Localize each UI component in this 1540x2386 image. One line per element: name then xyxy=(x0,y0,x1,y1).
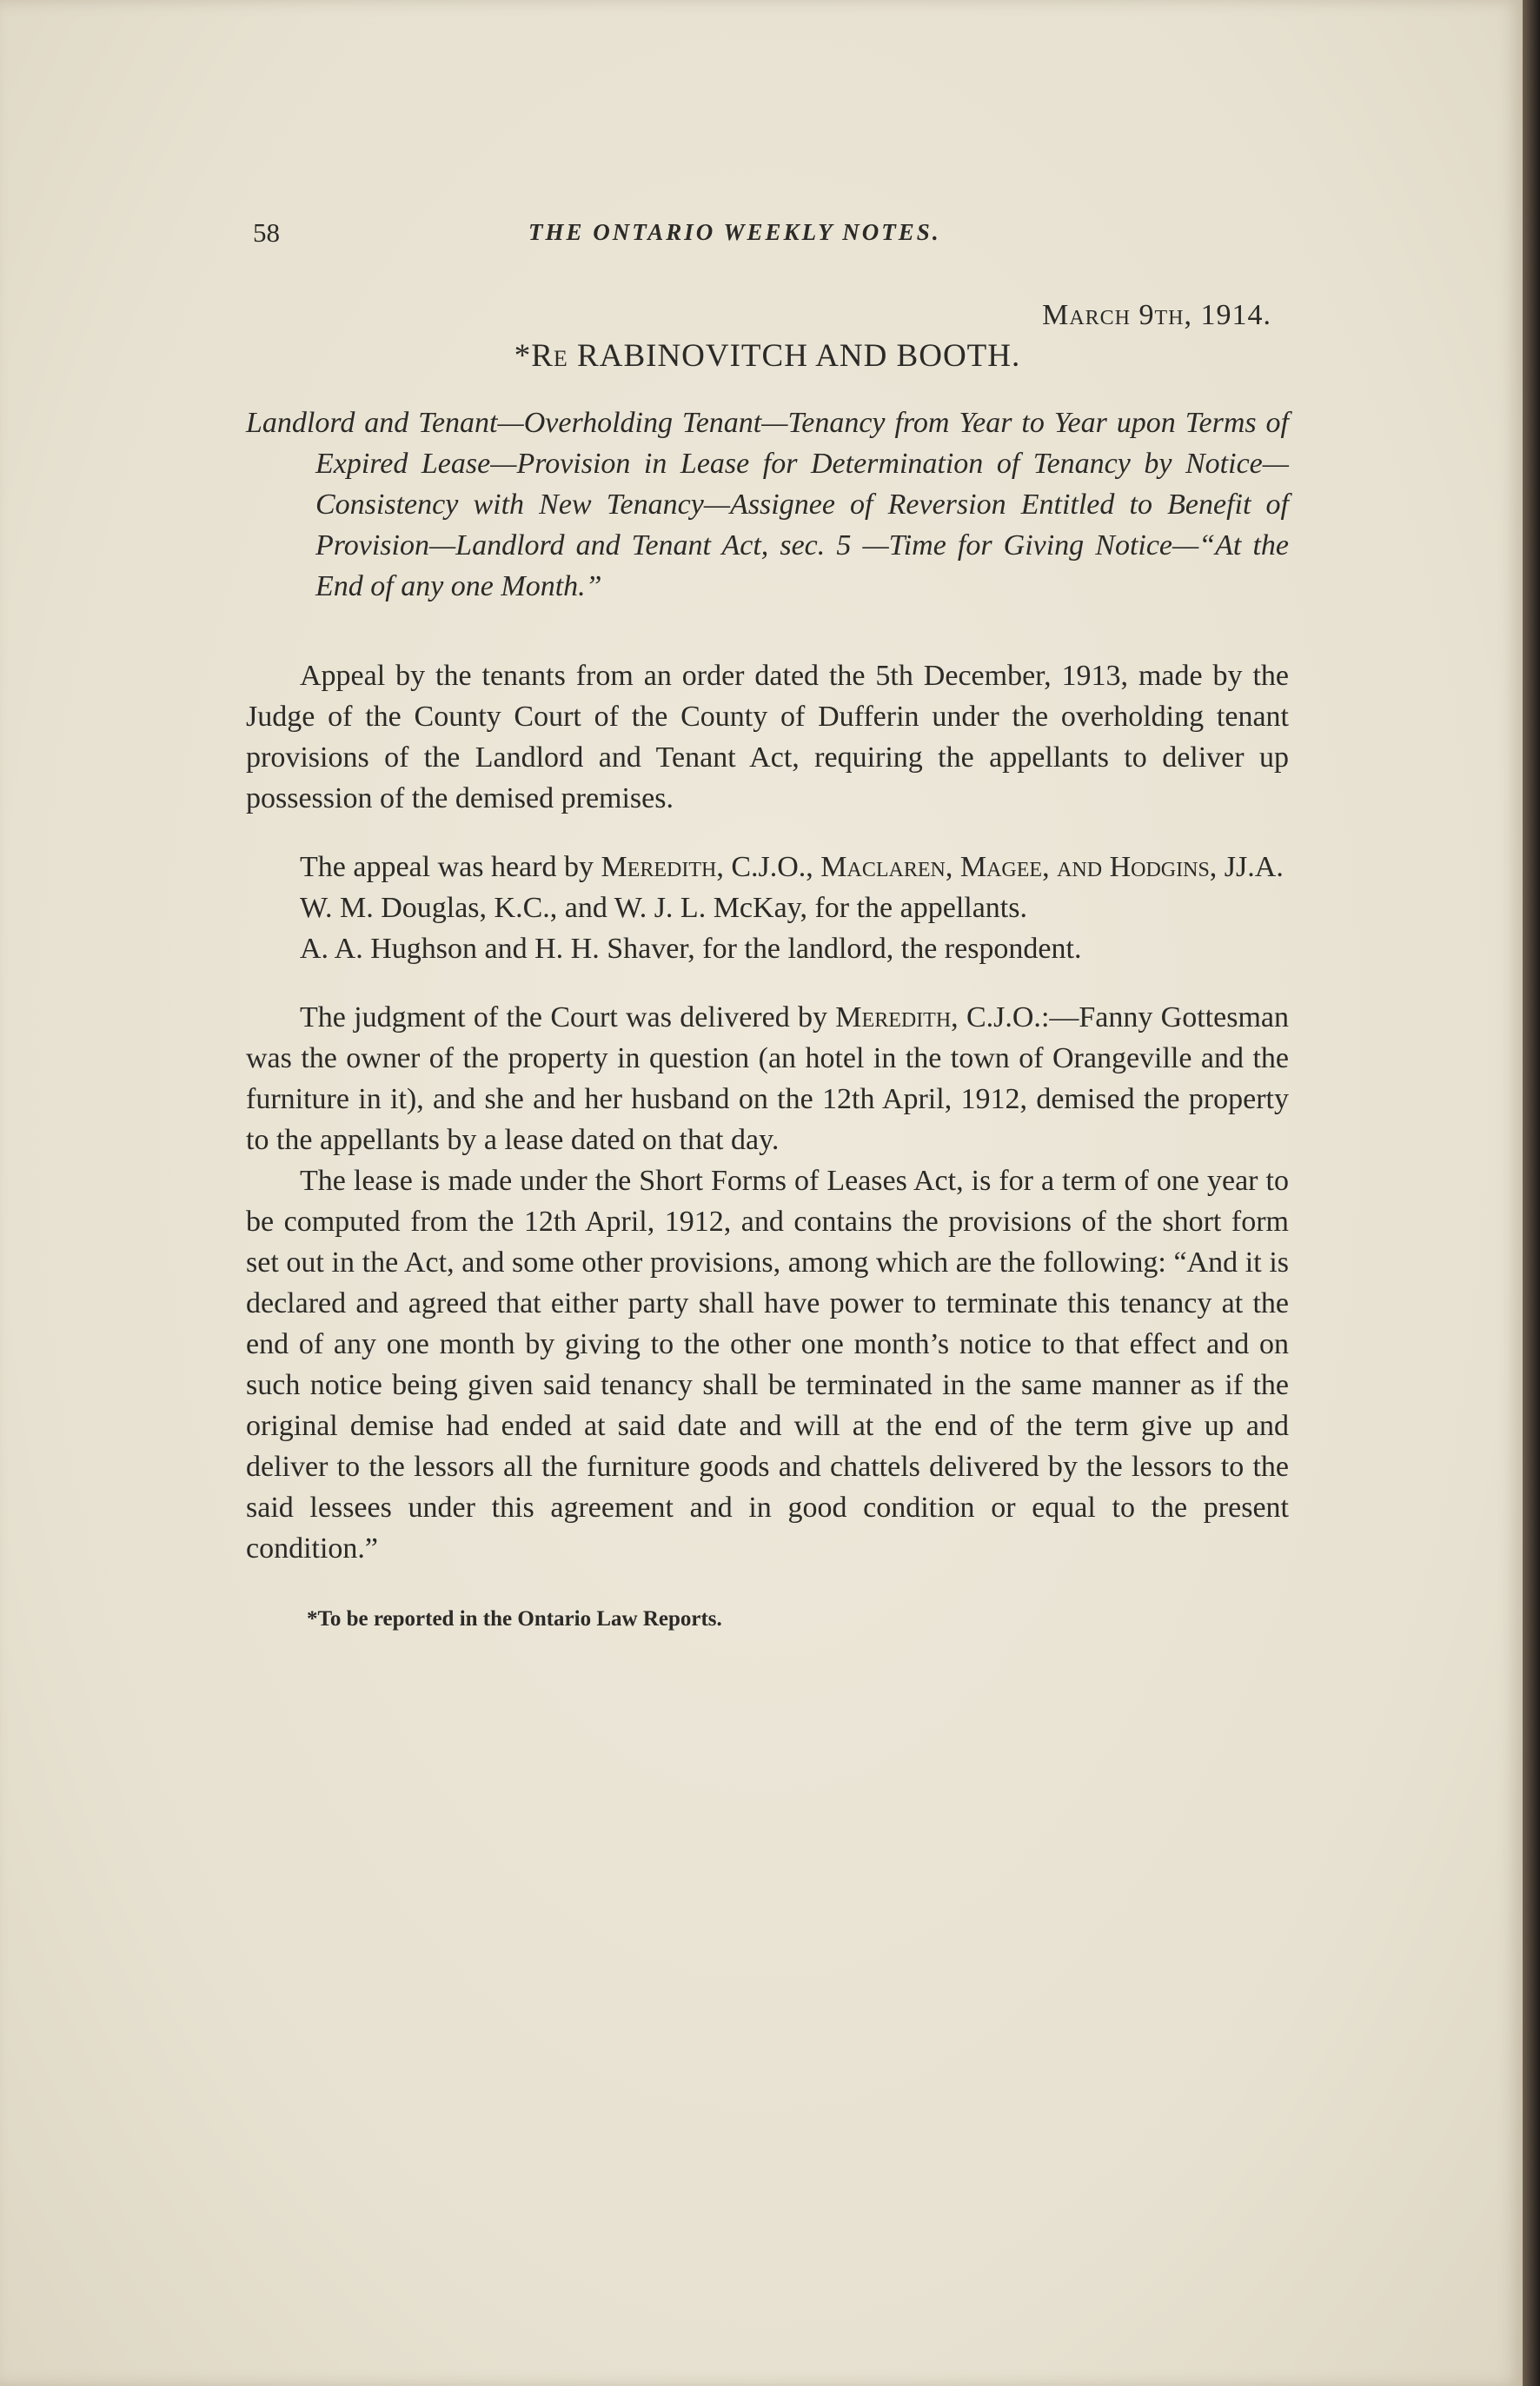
lease-paragraph: The lease is made under the Short Forms of Leases Act, is for a term of one year to be computed from the 12th April, 1912, and contains the provisions of the short form set out in the Act, and some other provisions, among which are the following: “And it is declared and agreed that either party shall have power to terminate this tenancy at the end of any one month by giving to the other one month’s notice to that effect and on such notice being given said tenancy shall be terminated in the same manner as if the original demise had ended at said date and will at the end of the term give up and deliver to the lessors all the furniture goods and chattels delivered by the lessors to the said lessees under this agreement and in good condition or equal to the present condition.” xyxy=(246,1165,1289,1565)
case-title-name: RABINOVITCH AND BOOTH. xyxy=(568,338,1021,374)
decision-date: March 9th, 1914. xyxy=(1042,299,1271,331)
page-header xyxy=(246,217,1289,256)
case-title-prefix: *Re xyxy=(514,338,568,374)
heard-paragraph xyxy=(246,847,1289,887)
judgment-text: :—Fanny Gottesman was the owner of the property in question (an hotel in the town of Orangeville and the furniture in it), and she and her husband on the 12th April, 1912, demised the property to the appellants by a lease dated on that day. xyxy=(246,1001,1289,1156)
counsel-appellants: W. M. Douglas, K.C., and W. J. L. McKay, for the appellants. xyxy=(300,892,1027,924)
page-edge-shadow xyxy=(1523,0,1540,2386)
judgment-judge: Meredith, C.J.O. xyxy=(835,1001,1041,1033)
page-number: 58 xyxy=(253,217,280,248)
heard-judges: Meredith, C.J.O., Maclaren, Magee, and Hodgins, JJ.A. xyxy=(601,851,1284,883)
running-head: THE ONTARIO WEEKLY NOTES. xyxy=(528,219,941,245)
judgment-prefix: The judgment of the Court was delivered by xyxy=(300,1001,836,1033)
appeal-paragraph: Appeal by the tenants from an order dated the 5th December, 1913, made by the Judge of the County Court of the County of Dufferin under the overholding tenant provisions of the Landlord and Tenant Act, requiring the appellants to deliver up possession of the demised premises. xyxy=(246,660,1289,814)
judgment-paragraph xyxy=(246,997,1289,1160)
case-title xyxy=(246,337,1289,375)
counsel-respondent: A. A. Hughson and H. H. Shaver, for the landlord, the respondent. xyxy=(300,933,1082,965)
heard-prefix: The appeal was heard by xyxy=(300,851,601,883)
headnote: Landlord and Tenant—Overholding Tenant—Tenancy from Year to Year upon Terms of Expired Lease—Provision in Lease for Determination of Tenancy by Notice—Consistency with New Tenancy—Assignee of Reversion Entitled to Benefit of Provision—Landlord and Tenant Act, sec. 5 —Time for Giving Notice—“At the End of any one Month.” xyxy=(246,407,1289,602)
footnote: *To be reported in the Ontario Law Reports. xyxy=(307,1607,722,1631)
page-content xyxy=(246,217,1289,1632)
